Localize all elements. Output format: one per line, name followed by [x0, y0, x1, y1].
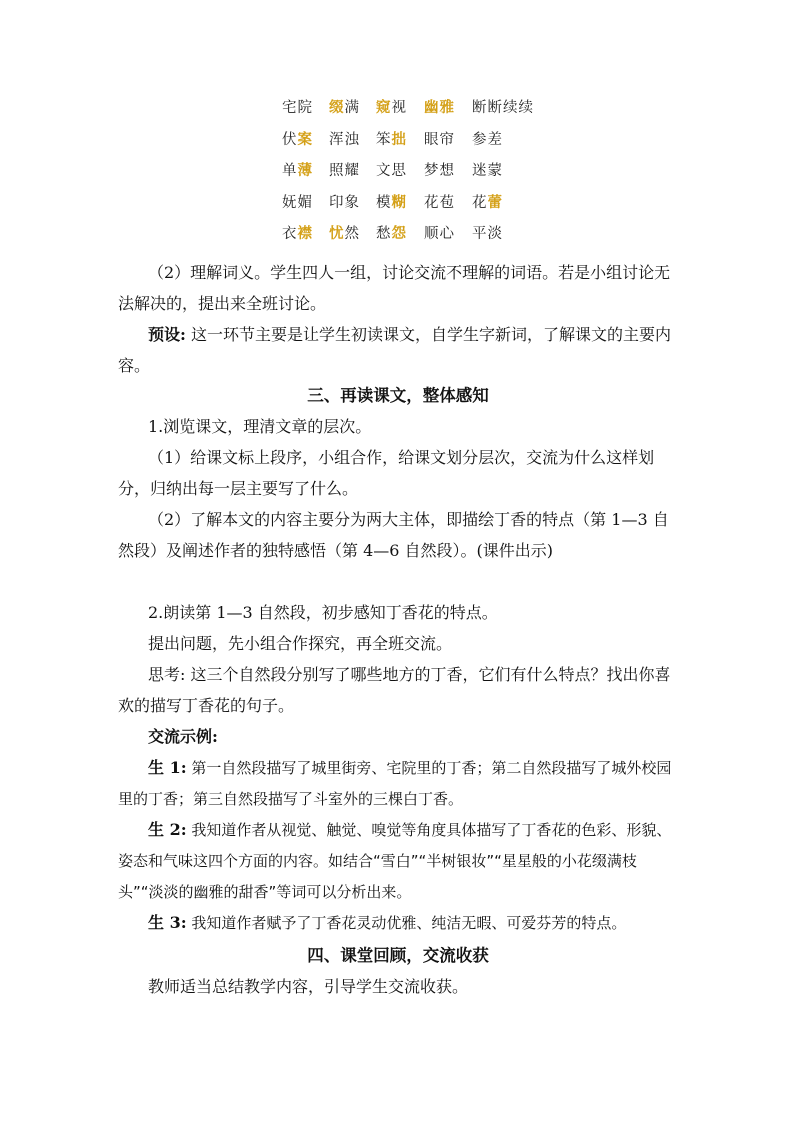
vocab-row [0, 191, 794, 223]
vocab-highlight: 窥 [376, 100, 392, 116]
vocab-word [472, 191, 503, 212]
vocab-highlight: 忧 [329, 226, 345, 242]
vocab-highlight: 怨 [391, 226, 407, 242]
vocab-text: 模 [376, 194, 392, 211]
vocab-text: 平淡 [472, 226, 503, 242]
vocab-word [282, 222, 313, 243]
vocab-row [0, 222, 794, 254]
vocab-word [282, 128, 313, 149]
paragraph-preset [118, 319, 678, 381]
vocab-word [282, 191, 313, 212]
paragraph-word-meaning: （2）理解词义。学生四人一组，讨论交流不理解的词语。若是小组讨论无法解决的，提出来全班讨论。 [118, 263, 671, 313]
vocab-word [424, 96, 455, 117]
student-2-answer [118, 814, 678, 908]
vocab-word [424, 159, 455, 180]
vocab-word [424, 191, 455, 212]
example-title: 交流示例: [148, 727, 218, 746]
vocab-word [282, 96, 313, 117]
vocab-word [376, 159, 407, 180]
vocab-row [0, 96, 794, 128]
vocab-highlight: 襟 [297, 226, 313, 242]
thinking-question: 思考: 这三个自然段分别写了哪些地方的丁香，它们有什么特点？找出你喜欢的描写丁香花的句子。 [118, 665, 671, 715]
vocab-text: 伏 [282, 131, 298, 148]
vocab-word [329, 222, 360, 243]
vocab-text: 衣 [282, 226, 298, 242]
item-1: 1.浏览课文，理清文章的层次。 [148, 417, 372, 436]
vocab-word [376, 96, 407, 117]
vocab-word [376, 128, 407, 149]
vocab-highlight: 缀 [329, 100, 345, 116]
closing-paragraph: 教师适当总结教学内容，引导学生交流收获。 [148, 977, 469, 996]
vocab-word [376, 191, 407, 212]
vocab-text: 笨 [376, 131, 392, 148]
vocab-text: 愁 [376, 226, 392, 242]
vocab-text: 视 [391, 100, 407, 116]
item-2-description: 提出问题，先小组合作探究，再全班交流。 [148, 634, 453, 653]
student-1-label: 生 1: [148, 758, 187, 777]
vocab-text: 参差 [472, 131, 503, 148]
student-3-text: 我知道作者赋予了丁香花灵动优雅、纯洁无暇、可爱芬芳的特点。 [186, 914, 627, 932]
vocab-row [0, 128, 794, 160]
vocab-text: 眼帘 [424, 131, 455, 148]
item-2: 2.朗读第 1—3 自然段，初步感知丁香花的特点。 [148, 603, 498, 622]
vocab-text: 照耀 [329, 163, 360, 179]
vocab-highlight: 案 [297, 131, 313, 148]
vocab-text: 迷蒙 [472, 163, 503, 179]
vocab-text: 梦想 [424, 163, 455, 179]
vocabulary-grid [0, 96, 794, 254]
vocab-text: 印象 [329, 194, 360, 211]
item-1-2: （2）了解本文的内容主要分为两大主体，即描绘丁香的特点（第 1—3 自然段）及阐述作者的独特感悟（第 4—6 自然段）。(课件出示) [118, 510, 669, 560]
vocab-text: 花苞 [424, 194, 455, 211]
vocab-text: 妩媚 [282, 194, 313, 211]
section-heading-4: 四、课堂回顾，交流收获 [307, 946, 489, 965]
vocab-highlight: 薄 [297, 163, 313, 179]
vocab-row [0, 159, 794, 191]
vocab-text: 花 [472, 194, 488, 211]
vocab-word [472, 222, 503, 243]
vocab-text: 单 [282, 163, 298, 179]
vocab-text: 然 [344, 226, 360, 242]
student-1-text: 第一自然段描写了城里街旁、宅院里的丁香；第二自然段描写了城外校园里的丁香；第三自然段描写了斗室外的三棵白丁香。 [118, 759, 672, 808]
vocab-highlight: 糊 [391, 194, 407, 211]
vocab-text: 顺心 [424, 226, 455, 242]
vocab-word [376, 222, 407, 243]
vocab-highlight: 拙 [391, 131, 407, 148]
vocab-word [472, 96, 534, 117]
student-2-label: 生 2: [148, 820, 187, 839]
item-1-1: （1）给课文标上段序，小组合作，给课文划分层次，交流为什么这样划分，归纳出每一层主要写了什么。 [118, 448, 655, 498]
vocab-text: 文思 [376, 163, 407, 179]
vocab-text: 宅院 [282, 100, 313, 116]
vocab-word [472, 159, 503, 180]
student-3-label: 生 3: [148, 913, 187, 932]
student-2-text: 我知道作者从视觉、触觉、嗅觉等角度具体描写了丁香花的色彩、形貌、姿态和气味这四个方面的内容。如结合“雪白”“半树银妆”“星星般的小花缀满枝头”“淡淡的幽雅的甜香”等词可以分析出来。 [118, 821, 672, 901]
vocab-highlight: 幽雅 [424, 100, 455, 116]
vocab-text: 浑浊 [329, 131, 360, 148]
student-1-answer [118, 752, 678, 815]
vocab-word [472, 128, 503, 149]
vocab-text: 满 [344, 100, 360, 116]
student-3-answer [118, 907, 678, 939]
vocab-text: 断断续续 [472, 100, 534, 116]
vocab-word [329, 159, 360, 180]
vocab-word [329, 191, 360, 212]
vocab-word [282, 159, 313, 180]
preset-label: 预设: [148, 325, 186, 344]
preset-text: 这一环节主要是让学生初读课文，自学生字新词，了解课文的主要内容。 [118, 325, 672, 375]
vocab-word [329, 96, 360, 117]
vocab-word [329, 128, 360, 149]
vocab-word [424, 222, 455, 243]
vocab-highlight: 蕾 [487, 194, 503, 211]
vocab-word [424, 128, 455, 149]
section-heading-3: 三、再读课文，整体感知 [307, 386, 489, 405]
